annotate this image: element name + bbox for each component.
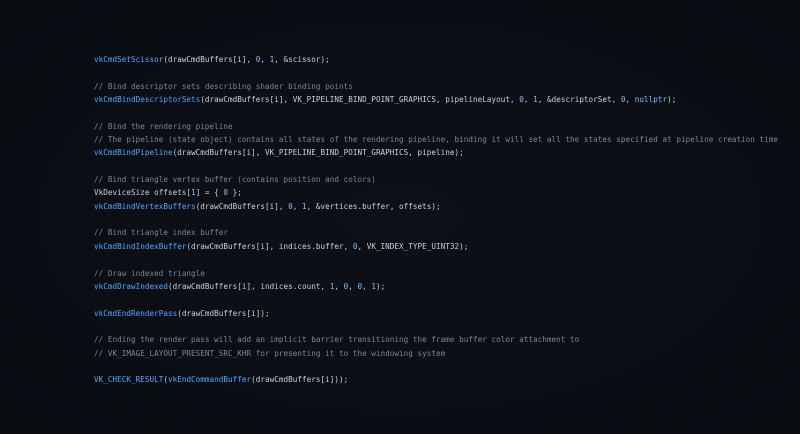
code-number: 1 bbox=[269, 55, 275, 64]
code-blank-line bbox=[94, 293, 784, 306]
code-text: (drawCmdBuffers[i], indices.buffer, bbox=[186, 241, 353, 251]
code-text: (drawCmdBuffers[i])); bbox=[251, 375, 349, 385]
code-number: 0 bbox=[352, 241, 358, 251]
code-line bbox=[94, 146, 784, 159]
code-number: 0 bbox=[357, 281, 363, 291]
code-line bbox=[94, 120, 784, 133]
code-number: 1 bbox=[191, 188, 196, 198]
code-function-name: vkCmdBindIndexBuffer bbox=[94, 241, 187, 251]
code-comment: // Bind descriptor sets describing shader binding points bbox=[94, 81, 353, 91]
code-text: , &scissor); bbox=[274, 55, 330, 64]
code-line bbox=[94, 267, 784, 280]
code-text: (drawCmdBuffers[i], VK_PIPELINE_BIND_POINT_GRAPHICS, pipeline); bbox=[172, 148, 464, 158]
code-line bbox=[94, 173, 784, 186]
code-editor bbox=[94, 53, 784, 387]
code-text: , bbox=[625, 95, 635, 105]
code-blank-line bbox=[94, 213, 784, 226]
code-text: , VK_INDEX_TYPE_UINT32); bbox=[357, 241, 469, 251]
code-text: ); bbox=[667, 95, 677, 105]
code-comment: // Bind triangle vertex buffer (contains position and colors) bbox=[94, 175, 376, 185]
code-number: 0 bbox=[288, 201, 293, 211]
code-text: , bbox=[334, 281, 344, 291]
code-line bbox=[94, 280, 784, 293]
code-line bbox=[94, 53, 784, 66]
code-line bbox=[94, 226, 784, 239]
code-text: , bbox=[523, 95, 534, 105]
code-text: , bbox=[260, 55, 270, 64]
code-number: 0 bbox=[255, 55, 261, 64]
code-text: VkDeviceSize offsets[ bbox=[94, 188, 192, 198]
code-number: 0 bbox=[519, 95, 524, 105]
code-number: 0 bbox=[223, 188, 229, 198]
code-number: 1 bbox=[371, 281, 376, 291]
code-function-name: VK_CHECK_RESULT bbox=[94, 375, 164, 385]
code-blank-line bbox=[94, 253, 784, 266]
code-text: , bbox=[348, 281, 358, 291]
code-text: , &vertices.buffer, offsets); bbox=[306, 201, 441, 211]
code-text: ); bbox=[375, 281, 386, 291]
code-line bbox=[94, 347, 784, 360]
code-line bbox=[94, 80, 784, 93]
code-text: (drawCmdBuffers[i], bbox=[195, 201, 289, 211]
code-comment: // VK_IMAGE_LAYOUT_PRESENT_SRC_KHR for presenting it to the windowing system bbox=[94, 348, 446, 358]
code-function-name: vkCmdBindVertexBuffers bbox=[94, 201, 196, 211]
code-comment: // The pipeline (state object) contains all states of the rendering pipeline, binding it will set all the states specified at pipeline creation time bbox=[94, 135, 779, 145]
code-line bbox=[94, 373, 784, 386]
code-blank-line bbox=[94, 320, 784, 333]
code-number: 1 bbox=[533, 95, 538, 105]
code-text: ] = { bbox=[195, 188, 224, 198]
code-number: 1 bbox=[329, 281, 335, 291]
code-function-name: vkCmdSetScissor bbox=[94, 55, 164, 64]
code-line bbox=[94, 333, 784, 346]
code-line bbox=[94, 200, 784, 213]
code-line bbox=[94, 307, 784, 320]
code-function-name: vkCmdBindPipeline bbox=[94, 148, 173, 158]
code-function-name: vkCmdDrawIndexed bbox=[94, 281, 168, 291]
code-text: nullptr bbox=[634, 95, 668, 105]
code-comment: // Draw indexed triangle bbox=[94, 268, 205, 278]
code-function-name: vkEndCommandBuffer bbox=[167, 375, 252, 385]
code-comment: // Ending the render pass will add an implicit barrier transitioning the frame buffer color attachment to bbox=[94, 335, 580, 345]
code-text: (drawCmdBuffers[i], VK_PIPELINE_BIND_POINT_GRAPHICS, pipelineLayout, bbox=[200, 95, 520, 105]
code-text: , bbox=[362, 281, 372, 291]
code-text: (drawCmdBuffers[i], indices.count, bbox=[167, 281, 330, 291]
code-function-name: vkCmdEndRenderPass bbox=[94, 308, 178, 318]
code-line bbox=[94, 240, 784, 253]
code-text: , bbox=[292, 201, 302, 211]
code-blank-line bbox=[94, 106, 784, 119]
code-text: , &descriptorSet, bbox=[537, 95, 621, 105]
code-line bbox=[94, 186, 784, 199]
code-text: (drawCmdBuffers[i]); bbox=[177, 308, 270, 318]
code-blank-line bbox=[94, 360, 784, 373]
code-line bbox=[94, 133, 784, 146]
code-number: 1 bbox=[302, 201, 307, 211]
code-text: ( bbox=[163, 375, 168, 385]
code-text: }; bbox=[228, 188, 242, 198]
code-function-name: vkCmdBindDescriptorSets bbox=[94, 95, 201, 105]
code-text: (drawCmdBuffers[i], bbox=[163, 55, 256, 64]
code-blank-line bbox=[94, 160, 784, 173]
code-comment: // Bind triangle index buffer bbox=[94, 228, 229, 238]
code-comment: // Bind the rendering pipeline bbox=[94, 121, 233, 131]
code-number: 0 bbox=[620, 95, 626, 105]
code-blank-line bbox=[94, 66, 784, 79]
code-number: 0 bbox=[343, 281, 349, 291]
code-line bbox=[94, 93, 784, 106]
